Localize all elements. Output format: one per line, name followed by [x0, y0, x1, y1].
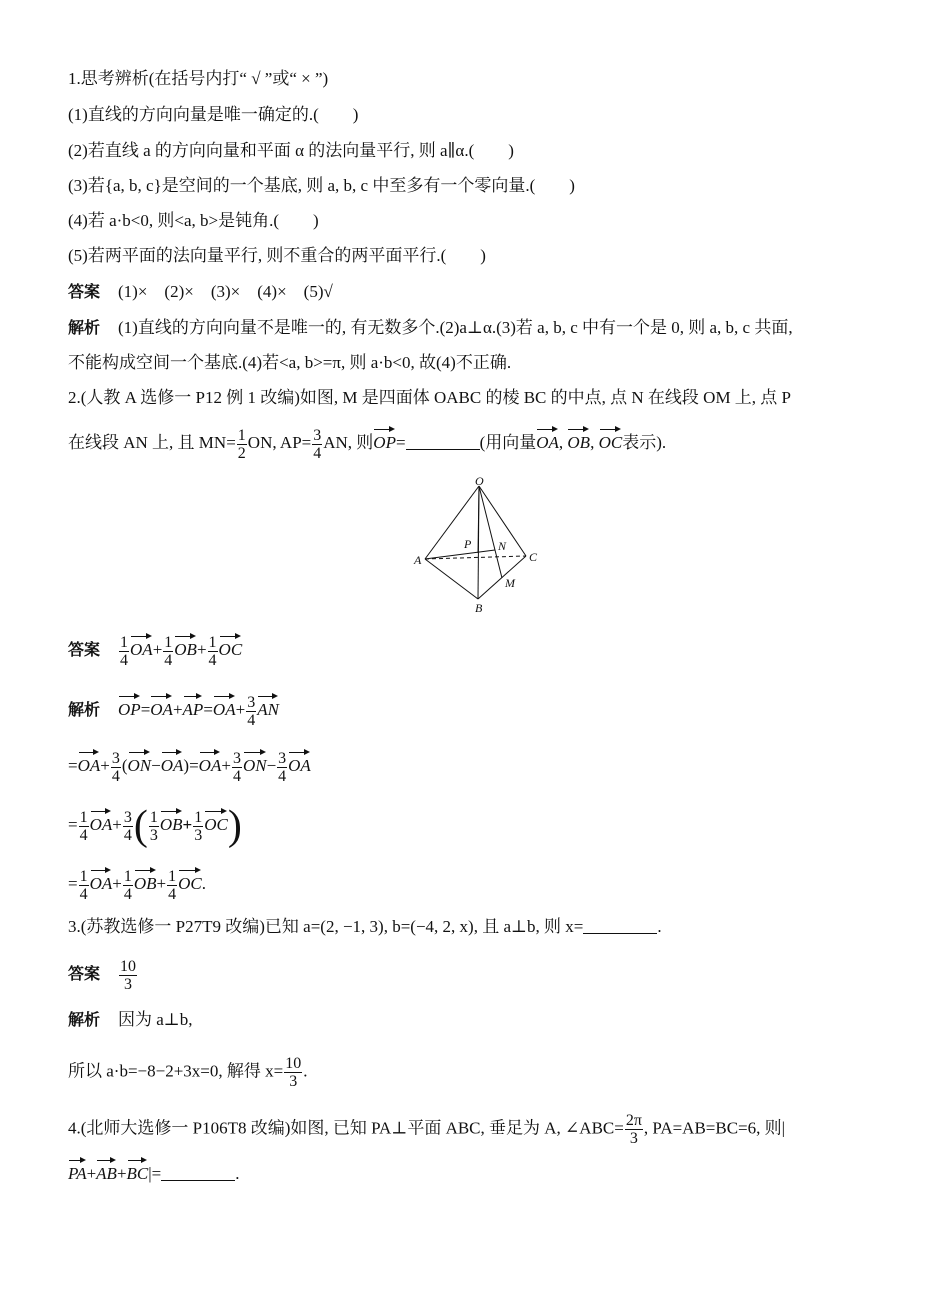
- q3-analysis-line2: 所以 a·b=−8−2+3x=0, 解得 x= $\frac{10}{3}$ .: [68, 1055, 308, 1090]
- answer-blank: [583, 917, 657, 934]
- q4-line1: 4.(北师大选修一 P106T8 改编)如图, 已知 PA⊥平面 ABC, 垂足为 A, ∠ABC= $\frac{2\pi}{3}$ , PA=AB=BC=6, 则|: [68, 1112, 786, 1147]
- figure-label-O: O: [475, 474, 484, 488]
- q1-item-3: (3)若{a, b, c}是空间的一个基底, 则 a, b, c 中至多有一个零向量.( ): [68, 176, 575, 195]
- q1-analysis-line2: 不能构成空间一个基底.(4)若<a, b>=π, 则 a·b<0, 故(4)不正确.: [68, 353, 512, 372]
- analysis-label: 解析: [68, 318, 101, 337]
- answer-blank: [406, 433, 480, 450]
- q1-analysis: [68, 316, 793, 340]
- tetrahedron-figure: [405, 474, 555, 616]
- q1-item-2: (2)若直线 a 的方向向量和平面 α 的法向量平行, 则 a∥α.( ): [68, 141, 514, 160]
- q1-item-5: (5)若两平面的法向量平行, 则不重合的两平面平行.( ): [68, 246, 486, 265]
- figure-label-P: P: [464, 537, 472, 551]
- q2-line1: 2.(人教 A 选修一 P12 例 1 改编)如图, M 是四面体 OABC 的棱 BC 的中点, 点 N 在线段 OM 上, 点 P: [68, 388, 792, 407]
- q2-analysis-line2: =OA+ $\frac{3}{4}$ (ON−OA)=OA+ $\frac{3}{4}$ ON− $\frac{3}{4}$ OA: [68, 749, 311, 785]
- q1-title: 1.思考辨析(在括号内打“ √ ”或“ × ”): [68, 69, 329, 88]
- figure-label-N: N: [498, 539, 507, 553]
- q3-line1: 3.(苏教选修一 P27T9 改编)已知 a=(2, −1, 3), b=(−4, 2, x), 且 a⊥b, 则 x= .: [68, 917, 662, 936]
- figure-label-C: C: [529, 550, 538, 564]
- q1-analysis-line1: (1)直线的方向向量不是唯一的, 有无数多个.(2)a⊥α.(3)若 a, b, c 中有一个是 0, 则 a, b, c 共面,: [118, 318, 793, 337]
- q4-line2: PA+AB+BC|= .: [68, 1156, 240, 1186]
- figure-label-A: A: [414, 553, 422, 567]
- q3-analysis-line1: 解析 因为 a⊥b,: [68, 1010, 193, 1029]
- q2-analysis-line1: 解析 OP=OA+AP=OA+ $\frac{3}{4}$ AN: [68, 693, 279, 729]
- q2-analysis-line4: = $\frac{1}{4}$ OA+ $\frac{1}{4}$ OB+ $\frac{1}{4}$ OC.: [68, 867, 206, 903]
- figure-label-B: B: [475, 601, 483, 615]
- q1-answer: [68, 280, 333, 304]
- q2-analysis-line3: = $\frac{1}{4}$ OA+ $\frac{3}{4}$ ( $\frac{1}{3}$ OB+ $\frac{1}{3}$ OC): [68, 803, 242, 850]
- q3-answer: 答案 $\frac{10}{3}$: [68, 958, 137, 993]
- q1-item-4: (4)若 a·b<0, 则<a, b>是钝角.( ): [68, 211, 319, 230]
- q1-item-1: (1)直线的方向向量是唯一确定的.( ): [68, 105, 359, 124]
- figure-label-M: M: [505, 576, 515, 590]
- q2-line2: 在线段 AN 上, 且 MN= $\frac{1}{2}$ ON, AP= $\frac{3}{4}$ AN, 则OP= (用向量OA, OB, OC表示).: [68, 426, 667, 462]
- q1-answer-text: (1)× (2)× (3)× (4)× (5)√: [118, 282, 333, 301]
- answer-label: 答案: [68, 282, 101, 301]
- q2-answer: 答案 $\frac{1}{4}$ OA+ $\frac{1}{4}$ OB+ $\frac{1}{4}$ OC: [68, 633, 243, 669]
- answer-blank: [161, 1164, 235, 1181]
